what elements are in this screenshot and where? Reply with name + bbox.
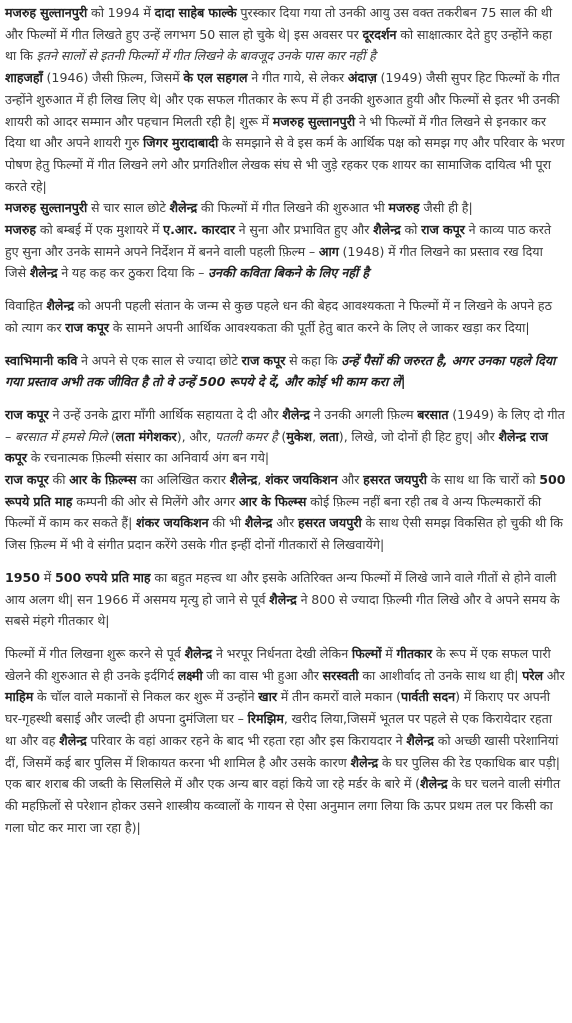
bold-text: मजरुह सुल्तानपुरी (5, 5, 88, 20)
bold-text: मुकेश (286, 428, 313, 444)
text-run: को अच्छी खासी परेशानियां दीं, जिसमें कई बार पुलिस में शिकायत करना भी शामिल है और उसके कारण (5, 732, 559, 770)
bold-text: आर के फिल्म्स (239, 493, 307, 509)
text-run: के रचनात्मक फ़िल्मी संसार का अनिवार्य अंग बन गये| (26, 450, 270, 466)
text-run: के साथ था कि चारों को (427, 472, 540, 488)
bold-text: स्वाभिमानी कवि (5, 352, 78, 368)
bold-text: अंदाज़ (347, 70, 377, 86)
text-run: को 1994 में (87, 5, 155, 20)
text-run: ने यह कह कर ठुकरा दिया कि – (57, 265, 209, 281)
text-run: (1949) के लिए दो गीत – (5, 406, 565, 444)
text-run: पुरस्कार दिया गया तो उनकी आयु उस वक्त तकरीबन 75 साल की थी और फिल्मों में गीत लिखते हुए उन्हें लगभग 50 साल हो चुके थे| इस अवसर पर (5, 5, 553, 42)
text-run: में (40, 569, 55, 585)
bold-text: शंकर जयकिशन (136, 515, 209, 531)
bold-text: 500 रूपये प्रति माह (5, 472, 566, 509)
text-run: और (337, 472, 364, 488)
paragraph-spacer (5, 284, 566, 295)
bold-text: शैलेन्द्र (420, 776, 448, 792)
paragraph-spacer (5, 556, 566, 567)
paragraph (5, 567, 566, 632)
bold-text: माहिम (5, 689, 34, 705)
italic-text: बरसात में हमसे मिले (15, 428, 108, 444)
text-run: से चार साल छोटे (87, 200, 170, 216)
bold-text: हसरत जयपुरी (297, 515, 362, 531)
text-run: ने भी फिल्मों में गीत लिखने से इनकार कर दिया था और अपने शायरी गुरु (5, 113, 546, 151)
text-run: के सामने अपनी आर्थिक आवश्यकता की पूर्ती हेतु बात करने के लिए ले जाकर खड़ा कर दिया| (109, 319, 530, 335)
text-run: का बहुत महत्त्व था और इसके अतिरिक्त अन्य फिल्मों में लिखे जाने वाले गीतों से होने वाली आय अलग थी| सन 1966 में असमय मृत्यु हो जाने से पूर्व (5, 569, 557, 607)
text-run: कोई फ़िल्म नहीं बना रही तब वे अन्य फिल्मकारों की फिल्मों में काम कर सकते हैं| (5, 493, 542, 531)
bold-text: लता मंगेशकर (115, 428, 177, 444)
bold-text: परेल (522, 667, 544, 683)
text-run: ने भरपूर निर्धनता देखी लेकिन (212, 645, 352, 661)
bold-text: लता (319, 428, 339, 444)
bold-italic-quote: उनकी कविता बिकने के लिए नहीं है (208, 265, 370, 281)
text-run: जैसी ही है| (419, 200, 473, 216)
bold-text: आग (318, 243, 339, 259)
bold-text: पार्वती सदन (400, 689, 456, 705)
bold-text: मजरुह सुल्तानपुरी (272, 113, 356, 129)
bold-text: राज कपूर (65, 319, 110, 335)
text-run: के साथ ऐसी समझ विकसित हो चुकी थी कि जिस फ़िल्म में भी वे संगीत प्रदान करेंगे उसके गीत इन्हीं दोनों गीतकारों से लिखवायेंगे| (5, 515, 563, 553)
bold-text: गीतकार (396, 645, 433, 661)
paragraph (5, 197, 566, 219)
text-run: ने उनकी अगली फ़िल्म (309, 406, 418, 422)
bold-text: शैलेन्द्र (169, 200, 198, 216)
text-run: ने काव्य पाठ करते हुए सुना और उनके सामने अपने निर्देशन में बनने वाली पहली फ़िल्म – (5, 222, 552, 259)
text-run: और (272, 515, 298, 531)
bold-text: शैलेन्द्र (46, 298, 75, 314)
paragraph (5, 404, 566, 469)
paragraph-spacer (5, 632, 566, 643)
text-run: ) में किराए पर अपनी घर-गृहस्थी बसाई और जल्दी ही अपना दुमंजिला घर – (5, 689, 551, 727)
bold-text: के एल सहगल (183, 70, 248, 86)
bold-text: मजरुह (388, 200, 420, 216)
bold-text: शैलेन्द्र (229, 472, 258, 488)
bold-text: शैलेन्द्र (184, 645, 213, 661)
bold-text: आर के फ़िल्म्स (69, 472, 137, 488)
bold-text: शंकर जयकिशन (265, 472, 338, 488)
text-run: के समझाने से वे इस कर्म के आर्थिक पक्ष को समझ गए और परिवार के भरण पोषण हेतु फिल्मों में गीत लिखने लगे और प्रगतिशील लेखक संघ से भी जुड़े रहकर एक शायर का सामाजिक दायित्व भी पूरा करते रहे| (5, 135, 565, 194)
paragraph (5, 643, 566, 838)
text-run: ), लिखे, जो दोनों ही हिट हुए| और (338, 428, 499, 444)
bold-text: ए.आर. कारदार (163, 222, 235, 238)
bold-text: शैलेन्द्र (282, 406, 310, 422)
bold-text: शैलेन्द्र (373, 222, 401, 238)
paragraph (5, 350, 566, 393)
text-run: जी का वास भी हुआ और (202, 667, 323, 683)
bold-text: हसरत जयपुरी (363, 472, 427, 488)
text-run: परिवार के वहां आकर रहने के बाद भी रहता रहा और इस किरायदार ने (86, 732, 407, 748)
bold-text: बरसात (417, 406, 449, 422)
bold-text: सरस्वती (322, 667, 359, 683)
bold-text: रिमझिम (247, 711, 284, 727)
text-run: का अलिखित करार (136, 472, 230, 488)
paragraph (5, 67, 566, 197)
paragraph (5, 2, 566, 67)
text-run: ने गीत गाये, से लेकर (247, 70, 348, 86)
bold-text: राज कपूर (5, 472, 49, 488)
text-run: से कहा कि (285, 352, 342, 368)
text-run: और (543, 667, 565, 683)
paragraph-spacer (5, 393, 566, 404)
bold-text: दादा साहेब फाल्के (154, 5, 237, 20)
paragraph (5, 219, 566, 284)
bold-text: राज कपूर (421, 222, 465, 238)
bold-text: फिल्मों (351, 645, 382, 661)
text-run: (1949) जैसी सुपर हिट फिल्मों के गीत उन्होंने शुरुआत में ही लिख लिए थे| और एक सफल गीतकार के रूप में ही उनकी शुरुआत हुयी और फिल्मों से इतर भी उनकी शायरी को आदर सम्मान और पहचान मिलती रही है| शुरू में (5, 70, 560, 129)
text-run: को अपनी पहली संतान के जन्म से कुछ पहले धन की बेहद आवश्यकता ने फिल्मों में न लिखने के अपने हठ को त्याग कर (5, 298, 552, 335)
text-run: में तीन कमरों वाले मकान ( (277, 689, 401, 705)
text-run: की (48, 472, 70, 488)
text-run: , खरीद लिया,जिसमें भूतल पर पहले से एक किरायेदार रहता था और वह (5, 711, 553, 748)
bold-text: दूरदर्शन (362, 26, 397, 42)
text-run: के घर चलने वाली संगीत की महफ़िलों से परेशान होकर उसने शास्त्रीय कव्वालों के गायन से ऐसा अनुमान लगा लिया कि ऊपर प्रथम तल पर किसी का गला घोट कर मारा जा रहा है)| (5, 776, 561, 835)
bold-text: शैलेन्द्र (350, 754, 379, 770)
bold-text: शैलेन्द्र (244, 515, 273, 531)
text-run: को बम्बई में एक मुशायरे में (36, 222, 164, 238)
paragraph (5, 469, 566, 556)
text-run: के घर पुलिस की रेड एकाधिक बार पड़ी| एक बार शराब की जब्ती के सिलसिले में और एक अन्य बार वहां किये जा रहे मर्डर के बारे में ( (5, 754, 560, 792)
bold-text: शैलेन्द्र (29, 265, 58, 281)
bold-text: शाहजहाँ (5, 70, 43, 86)
bold-text: राज कपूर (5, 406, 49, 422)
text-run: कम्पनी की ओर से मिलेंगे और अगर (72, 493, 240, 509)
text-run: ने 800 से ज्यादा फ़िल्मी गीत लिखे और वे अपने समय के सबसे मंहगे गीतकार थे| (5, 591, 560, 629)
paragraph (5, 295, 566, 338)
text-run: (1946) जैसी फ़िल्म, जिसमें (42, 70, 184, 86)
text-run: विवाहित (5, 298, 47, 314)
text-run: ने सुना और प्रभावित हुए और (234, 222, 374, 238)
text-run: में (381, 645, 397, 661)
bold-text: मजरुह (5, 222, 37, 238)
text-run: ( (277, 428, 287, 444)
text-run: की फिल्मों में गीत लिखने की शुरुआत भी (197, 200, 389, 216)
text-run: को साक्षात्कार देते हुए उन्होंने कहा था कि (5, 26, 552, 64)
bold-italic-quote: उन्हें पैसों की जरुरत है, अगर उनका पहले दिया गया प्रस्ताव अभी तक जीवित है तो वे उन्हें 500 रूपये दे दें, और कोई भी काम करा लें| (5, 352, 556, 390)
text-run: का आशीर्वाद तो उनके साथ था ही| (358, 667, 523, 683)
text-run: ने उन्हें उनके द्वारा माँगी आर्थिक सहायता दे दी और (48, 406, 283, 422)
bold-text: लक्ष्मी (177, 667, 203, 683)
paragraph-spacer (5, 339, 566, 350)
text-run: को (400, 222, 422, 238)
text-run: , (312, 428, 320, 444)
text-run: ने अपने से एक साल से ज्यादा छोटे (77, 352, 242, 368)
bold-text: 500 रुपये प्रति माह (55, 569, 151, 585)
text-run: (1948) में गीत लिखने का प्रस्ताव रख दिया जिसे (5, 243, 543, 281)
bold-text: शैलेन्द्र (59, 732, 87, 748)
bold-text: 1950 (5, 569, 41, 585)
italic-text: पतली कमर है (215, 428, 278, 444)
bold-text: शैलेन्द्र (406, 732, 434, 748)
text-run: ( (107, 428, 116, 444)
text-run: के चॉल वाले मकानों से निकल कर शुरू में उन्होंने (33, 689, 259, 705)
text-run: के रूप में एक सफल पारी खेलने की शुरुआत से ही उनके इर्दगिर्द (5, 645, 551, 683)
text-run: , (257, 472, 266, 488)
bold-text: शैलेन्द्र राज कपूर (5, 428, 548, 466)
bold-text: राज कपूर (241, 352, 286, 368)
italic-text: इतने सालों से इतनी फिल्मों में गीत लिखने के बावजूद उनके पास कार नहीं है (36, 48, 376, 64)
bold-text: शैलेन्द्र (269, 591, 297, 607)
text-run: की भी (208, 515, 245, 531)
bold-text: खार (258, 689, 278, 705)
bold-text: जिगर मुरादाबादी (143, 135, 219, 151)
text-run: फिल्मों में गीत लिखना शुरू करने से पूर्व (5, 645, 185, 661)
bold-text: मजरुह सुल्तानपुरी (5, 200, 88, 216)
text-run: ), और, (176, 428, 216, 444)
